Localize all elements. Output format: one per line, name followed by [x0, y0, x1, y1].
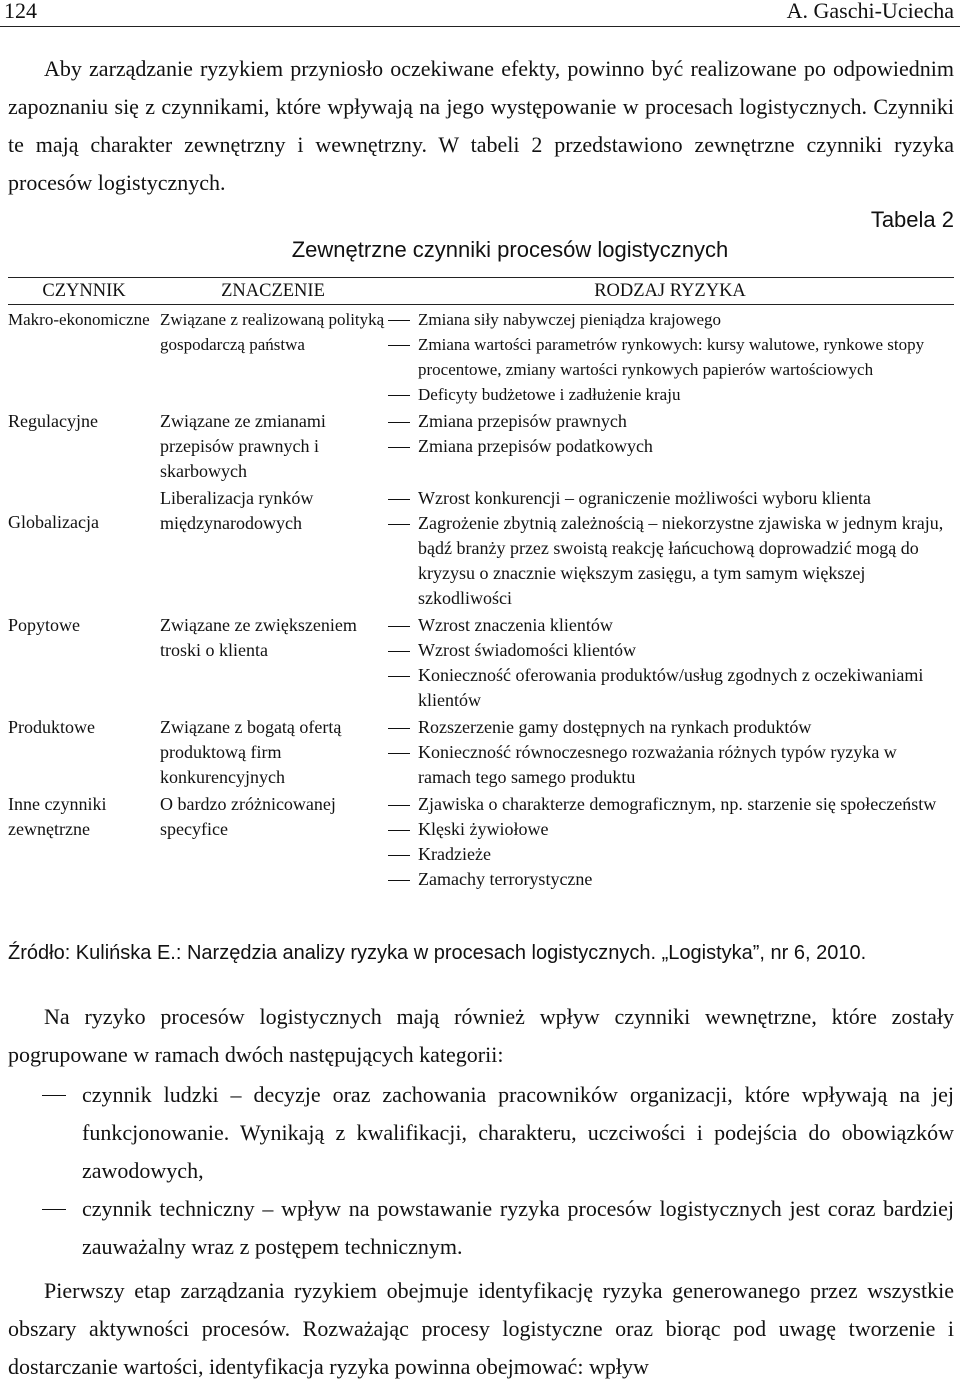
risk-cell [386, 611, 954, 713]
table-row [8, 790, 954, 892]
risk-item: Rozszerzenie gamy dostępnych na rynkach produktów [386, 715, 954, 740]
risk-list [386, 792, 954, 892]
risk-factors-table [8, 277, 954, 892]
risk-item: Konieczność równoczesnego rozważania różnych typów ryzyka w ramach tego samego produktu [386, 740, 954, 790]
risk-item: Zmiana przepisów prawnych [386, 409, 954, 434]
risk-item: Zagrożenie zbytnią zależnością – niekorzystne zjawiska w jednym kraju, bądź branży przez swoistą reakcję łańcuchową doprowadzić mogą do kryzysu o znacznie większym zasięgu, a tym samym większej szkodliwości [386, 511, 954, 611]
running-author: A. Gaschi-Uciecha [786, 0, 954, 23]
risk-item: Wzrost konkurencji – ograniczenie możliwości wyboru klienta [386, 486, 954, 511]
risk-list [386, 613, 954, 713]
factor-cell: Inne czynniki zewnętrzne [8, 794, 107, 839]
internal-factors-paragraph: Na ryzyko procesów logistycznych mają również wpływ czynniki wewnętrzne, które zostały pogrupowane w ramach dwóch następujących kategorii: [8, 1004, 954, 1067]
page-header [0, 0, 960, 27]
table-row [8, 484, 954, 611]
table-row [8, 611, 954, 713]
table-row [8, 407, 954, 484]
risk-item: Zmiana wartości parametrów rynkowych: kursy walutowe, rynkowe stopy procentowe, zmiany wartości rynkowych papierów wartościowych [386, 332, 954, 382]
risk-cell [386, 790, 954, 892]
meaning-cell: O bardzo zróżnicowanej specyfice [160, 794, 336, 839]
table-source: Źródło: Kulińska E.: Narzędzia analizy ryzyka w procesach logistycznych. „Logistyka”, nr 6, 2010. [8, 942, 867, 964]
risk-list [386, 409, 954, 459]
table-header-row [8, 278, 954, 305]
risk-list [386, 307, 954, 407]
risk-item: Zamachy terrorystyczne [386, 867, 954, 892]
header-meaning: ZNACZENIE [160, 278, 386, 305]
table-label: Tabela 2 [870, 207, 954, 232]
meaning-cell: Liberalizacja rynków międzynarodowych [160, 488, 314, 533]
risk-list [386, 486, 954, 611]
risk-list [386, 715, 954, 790]
risk-item: Zjawiska o charakterze demograficznym, np. starzenie się społeczeństw [386, 792, 954, 817]
risk-item: Wzrost znaczenia klientów [386, 613, 954, 638]
risk-cell [386, 407, 954, 484]
final-paragraph: Pierwszy etap zarządzania ryzykiem obejmuje identyfikację ryzyka generowanego przez wszystkie obszary aktywności procesów. Rozważając procesy logistyczne oraz biorąc pod uwagę tworzenie i dostarczanie wartości, identyfikacja ryzyka powinna obejmować: wpływ [8, 1278, 954, 1379]
header-factor: CZYNNIK [8, 278, 160, 305]
table-title: Zewnętrzne czynniki procesów logistycznych [291, 237, 729, 262]
risk-item: Zmiana siły nabywczej pieniądza krajowego [386, 307, 954, 332]
table-row [8, 713, 954, 790]
list-item: czynnik techniczny – wpływ na powstawanie ryzyka procesów logistycznych jest coraz bardziej zauważalny wraz z postępem technicznym. [8, 1190, 954, 1266]
table-row [8, 305, 954, 408]
page-number: 124 [4, 0, 37, 23]
factor-cell: Makro-ekonomiczne [8, 310, 150, 329]
header-risk-type: RODZAJ RYZYKA [386, 278, 954, 305]
meaning-cell: Związane ze zwiększeniem troski o klienta [160, 615, 357, 660]
risk-item: Klęski żywiołowe [386, 817, 954, 842]
list-item: czynnik ludzki – decyzje oraz zachowania pracowników organizacji, które wpływają na jej funkcjonowanie. Wynikają z kwalifikacji, charakteru, uczciwości i podejścia do obowiązków zawodowych, [8, 1076, 954, 1190]
risk-item: Deficyty budżetowe i zadłużenie kraju [386, 382, 954, 407]
meaning-cell: Związane z realizowaną polityką gospodarczą państwa [160, 310, 385, 354]
risk-item: Wzrost świadomości klientów [386, 638, 954, 663]
risk-cell [386, 484, 954, 611]
meaning-cell: Związane z bogatą ofertą produktową firm konkurencyjnych [160, 717, 342, 787]
factor-cell: Popytowe [8, 615, 80, 635]
risk-item: Kradzieże [386, 842, 954, 867]
factor-cell: Regulacyjne [8, 411, 98, 431]
internal-categories-list [8, 1076, 954, 1266]
risk-cell [386, 713, 954, 790]
risk-cell [386, 305, 954, 408]
factor-cell: Produktowe [8, 717, 95, 737]
risk-item: Zmiana przepisów podatkowych [386, 434, 954, 459]
meaning-cell: Związane ze zmianami przepisów prawnych i skarbowych [160, 411, 326, 481]
risk-item: Konieczność oferowania produktów/usług zgodnych z oczekiwaniami klientów [386, 663, 954, 713]
factor-cell: Globalizacja [8, 512, 99, 532]
intro-paragraph: Aby zarządzanie ryzykiem przyniosło oczekiwane efekty, powinno być realizowane po odpowiednim zapoznaniu się z czynnikami, które wpływają na jego występowanie w procesach logistycznych. Czynniki te mają charakter zewnętrzny i wewnętrzny. W tabeli 2 przedstawiono zewnętrzne czynniki ryzyka procesów logistycznych. [8, 56, 954, 195]
